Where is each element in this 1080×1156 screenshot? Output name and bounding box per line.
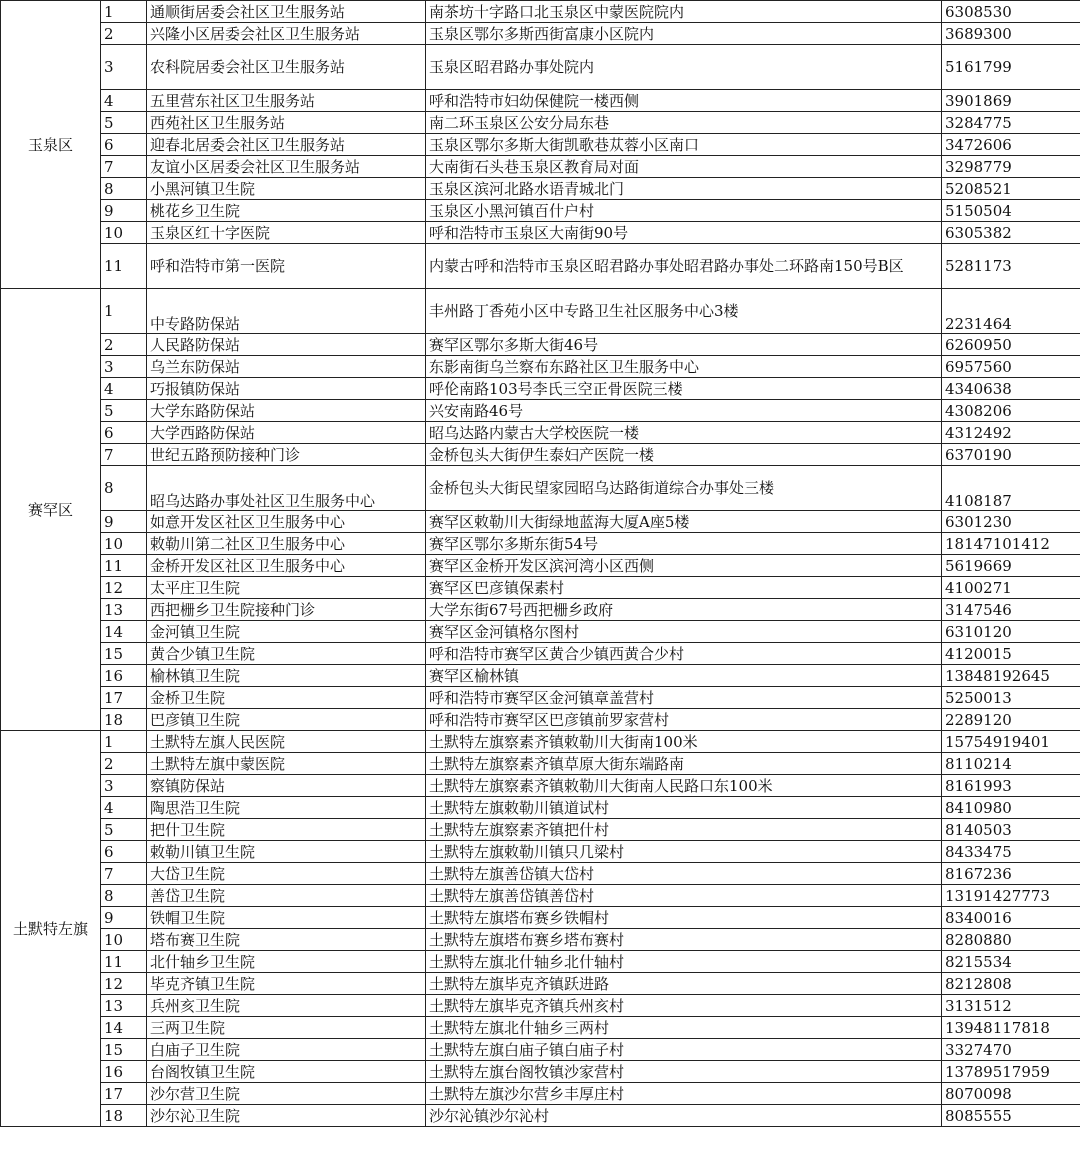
site-address: 土默特左旗沙尔营乡丰厚庄村 (426, 1083, 942, 1105)
site-phone: 3901869 (942, 90, 1080, 112)
site-address: 土默特左旗察素齐镇敕勒川大街南人民路口东100米 (426, 775, 942, 797)
table-row (1, 819, 1080, 841)
site-address: 呼伦南路103号李氏三空正骨医院三楼 (426, 378, 942, 400)
site-phone: 4100271 (942, 577, 1080, 599)
site-name: 友谊小区居委会社区卫生服务站 (147, 156, 426, 178)
site-address: 呼和浩特市赛罕区巴彦镇前罗家营村 (426, 709, 942, 731)
site-name: 巴彦镇卫生院 (147, 709, 426, 731)
row-number: 3 (101, 356, 147, 378)
site-phone: 4308206 (942, 400, 1080, 422)
row-number: 14 (101, 1017, 147, 1039)
row-number: 8 (101, 178, 147, 200)
district-name: 玉泉区 (1, 1, 101, 289)
site-phone: 13848192645 (942, 665, 1080, 687)
row-number: 2 (101, 23, 147, 45)
table-row (1, 841, 1080, 863)
site-phone: 13789517959 (942, 1061, 1080, 1083)
table-row (1, 973, 1080, 995)
site-address: 赛罕区金桥开发区滨河湾小区西侧 (426, 555, 942, 577)
site-name: 世纪五路预防接种门诊 (147, 444, 426, 466)
table-row (1, 577, 1080, 599)
row-number: 1 (101, 731, 147, 753)
site-address: 赛罕区敕勒川大街绿地蓝海大厦A座5楼 (426, 511, 942, 533)
site-name: 五里营东社区卫生服务站 (147, 90, 426, 112)
row-number: 17 (101, 687, 147, 709)
site-name: 人民路防保站 (147, 334, 426, 356)
site-address: 赛罕区巴彦镇保素村 (426, 577, 942, 599)
table-row (1, 797, 1080, 819)
district-name: 赛罕区 (1, 289, 101, 731)
site-phone: 3131512 (942, 995, 1080, 1017)
table-row (1, 356, 1080, 378)
site-phone: 3472606 (942, 134, 1080, 156)
table-row (1, 1017, 1080, 1039)
site-phone: 8212808 (942, 973, 1080, 995)
site-address: 土默特左旗察素齐镇敕勒川大街南100米 (426, 731, 942, 753)
site-phone: 6301230 (942, 511, 1080, 533)
table-row (1, 709, 1080, 731)
site-address: 土默特左旗察素齐镇把什村 (426, 819, 942, 841)
site-address: 土默特左旗敕勒川镇道试村 (426, 797, 942, 819)
site-phone: 5150504 (942, 200, 1080, 222)
site-address: 大南街石头巷玉泉区教育局对面 (426, 156, 942, 178)
site-address: 大学东街67号西把栅乡政府 (426, 599, 942, 621)
table-body (1, 1, 1080, 1127)
site-name: 沙尔沁卫生院 (147, 1105, 426, 1127)
row-number: 5 (101, 400, 147, 422)
site-address: 南二环玉泉区公安分局东巷 (426, 112, 942, 134)
site-phone: 8167236 (942, 863, 1080, 885)
site-name: 乌兰东防保站 (147, 356, 426, 378)
site-address: 土默特左旗善岱镇善岱村 (426, 885, 942, 907)
site-name: 兴隆小区居委会社区卫生服务站 (147, 23, 426, 45)
site-phone: 8085555 (942, 1105, 1080, 1127)
site-name: 毕克齐镇卫生院 (147, 973, 426, 995)
site-address: 土默特左旗善岱镇大岱村 (426, 863, 942, 885)
site-address: 兴安南路46号 (426, 400, 942, 422)
row-number: 10 (101, 533, 147, 555)
site-name: 北什轴乡卫生院 (147, 951, 426, 973)
site-phone: 5619669 (942, 555, 1080, 577)
site-phone: 15754919401 (942, 731, 1080, 753)
row-number: 9 (101, 907, 147, 929)
site-phone: 4340638 (942, 378, 1080, 400)
row-number: 12 (101, 973, 147, 995)
site-phone: 6305382 (942, 222, 1080, 244)
site-phone: 3147546 (942, 599, 1080, 621)
table-row (1, 1039, 1080, 1061)
table-row (1, 244, 1080, 289)
site-name: 沙尔营卫生院 (147, 1083, 426, 1105)
row-number: 14 (101, 621, 147, 643)
site-name: 敕勒川镇卫生院 (147, 841, 426, 863)
row-number: 15 (101, 1039, 147, 1061)
table-row (1, 23, 1080, 45)
site-name: 金桥卫生院 (147, 687, 426, 709)
site-address: 南茶坊十字路口北玉泉区中蒙医院院内 (426, 1, 942, 23)
site-name: 太平庄卫生院 (147, 577, 426, 599)
site-address: 昭乌达路内蒙古大学校医院一楼 (426, 422, 942, 444)
site-name: 小黑河镇卫生院 (147, 178, 426, 200)
table-row (1, 289, 1080, 334)
row-number: 17 (101, 1083, 147, 1105)
table-row (1, 112, 1080, 134)
site-name: 榆林镇卫生院 (147, 665, 426, 687)
table-row (1, 45, 1080, 90)
site-phone: 8280880 (942, 929, 1080, 951)
row-number: 2 (101, 753, 147, 775)
table-row (1, 334, 1080, 356)
site-phone: 2289120 (942, 709, 1080, 731)
site-name: 西苑社区卫生服务站 (147, 112, 426, 134)
site-phone: 5208521 (942, 178, 1080, 200)
row-number: 6 (101, 422, 147, 444)
site-address: 东影南街乌兰察布东路社区卫生服务中心 (426, 356, 942, 378)
site-phone: 8340016 (942, 907, 1080, 929)
table-row (1, 951, 1080, 973)
table-row (1, 929, 1080, 951)
site-address: 赛罕区榆林镇 (426, 665, 942, 687)
site-name: 金河镇卫生院 (147, 621, 426, 643)
site-name: 兵州亥卫生院 (147, 995, 426, 1017)
row-number: 4 (101, 378, 147, 400)
site-address: 土默特左旗察素齐镇草原大街东端路南 (426, 753, 942, 775)
table-row (1, 1061, 1080, 1083)
site-address: 内蒙古呼和浩特市玉泉区昭君路办事处昭君路办事处二环路南150号B区 (426, 244, 942, 289)
row-number: 16 (101, 1061, 147, 1083)
site-name: 大学东路防保站 (147, 400, 426, 422)
site-address: 土默特左旗塔布赛乡铁帽村 (426, 907, 942, 929)
row-number: 7 (101, 863, 147, 885)
row-number: 1 (101, 1, 147, 23)
table-row (1, 134, 1080, 156)
row-number: 3 (101, 45, 147, 90)
table-row (1, 178, 1080, 200)
row-number: 9 (101, 200, 147, 222)
row-number: 5 (101, 112, 147, 134)
table-row (1, 90, 1080, 112)
site-name: 桃花乡卫生院 (147, 200, 426, 222)
site-phone: 8110214 (942, 753, 1080, 775)
row-number: 6 (101, 841, 147, 863)
site-address: 土默特左旗塔布赛乡塔布赛村 (426, 929, 942, 951)
site-name: 昭乌达路办事处社区卫生服务中心 (147, 466, 426, 511)
site-phone: 5250013 (942, 687, 1080, 709)
site-name: 大学西路防保站 (147, 422, 426, 444)
site-name: 陶思浩卫生院 (147, 797, 426, 819)
row-number: 13 (101, 995, 147, 1017)
table-row (1, 885, 1080, 907)
row-number: 16 (101, 665, 147, 687)
site-phone: 8410980 (942, 797, 1080, 819)
site-address: 土默特左旗毕克齐镇兵州亥村 (426, 995, 942, 1017)
site-name: 玉泉区红十字医院 (147, 222, 426, 244)
site-name: 白庙子卫生院 (147, 1039, 426, 1061)
site-name: 通顺街居委会社区卫生服务站 (147, 1, 426, 23)
row-number: 12 (101, 577, 147, 599)
row-number: 9 (101, 511, 147, 533)
site-phone: 4108187 (942, 466, 1080, 511)
row-number: 11 (101, 244, 147, 289)
row-number: 8 (101, 466, 147, 511)
table-row (1, 222, 1080, 244)
site-phone: 8070098 (942, 1083, 1080, 1105)
site-address: 土默特左旗北什轴乡北什轴村 (426, 951, 942, 973)
site-phone: 5281173 (942, 244, 1080, 289)
site-phone: 8433475 (942, 841, 1080, 863)
row-number: 1 (101, 289, 147, 334)
site-address: 呼和浩特市赛罕区黄合少镇西黄合少村 (426, 643, 942, 665)
site-name: 西把栅乡卫生院接种门诊 (147, 599, 426, 621)
row-number: 15 (101, 643, 147, 665)
table-row (1, 511, 1080, 533)
site-address: 呼和浩特市妇幼保健院一楼西侧 (426, 90, 942, 112)
row-number: 8 (101, 885, 147, 907)
table-row (1, 156, 1080, 178)
site-address: 玉泉区鄂尔多斯大街凯歌巷苁蓉小区南口 (426, 134, 942, 156)
site-address: 土默特左旗北什轴乡三两村 (426, 1017, 942, 1039)
site-name: 金桥开发区社区卫生服务中心 (147, 555, 426, 577)
table-row (1, 1, 1080, 23)
table-row (1, 1083, 1080, 1105)
site-name: 农科院居委会社区卫生服务站 (147, 45, 426, 90)
site-address: 玉泉区滨河北路水语青城北门 (426, 178, 942, 200)
site-address: 土默特左旗台阁牧镇沙家营村 (426, 1061, 942, 1083)
row-number: 4 (101, 90, 147, 112)
site-name: 善岱卫生院 (147, 885, 426, 907)
site-address: 土默特左旗毕克齐镇跃进路 (426, 973, 942, 995)
site-phone: 3284775 (942, 112, 1080, 134)
site-address: 呼和浩特市玉泉区大南街90号 (426, 222, 942, 244)
site-phone: 4120015 (942, 643, 1080, 665)
row-number: 18 (101, 709, 147, 731)
site-phone: 8140503 (942, 819, 1080, 841)
site-phone: 18147101412 (942, 533, 1080, 555)
table-row (1, 687, 1080, 709)
site-name: 把什卫生院 (147, 819, 426, 841)
row-number: 11 (101, 555, 147, 577)
site-address: 呼和浩特市赛罕区金河镇章盖营村 (426, 687, 942, 709)
site-name: 察镇防保站 (147, 775, 426, 797)
row-number: 11 (101, 951, 147, 973)
table-row (1, 466, 1080, 511)
table-row (1, 863, 1080, 885)
site-name: 塔布赛卫生院 (147, 929, 426, 951)
site-name: 铁帽卫生院 (147, 907, 426, 929)
table-row (1, 400, 1080, 422)
site-address: 土默特左旗白庙子镇白庙子村 (426, 1039, 942, 1061)
row-number: 7 (101, 444, 147, 466)
site-name: 中专路防保站 (147, 289, 426, 334)
site-address: 沙尔沁镇沙尔沁村 (426, 1105, 942, 1127)
table-row (1, 444, 1080, 466)
row-number: 3 (101, 775, 147, 797)
row-number: 10 (101, 222, 147, 244)
site-phone: 6957560 (942, 356, 1080, 378)
table-row (1, 753, 1080, 775)
site-address: 金桥包头大街伊生泰妇产医院一楼 (426, 444, 942, 466)
site-address: 金桥包头大街民望家园昭乌达路街道综合办事处三楼 (426, 466, 942, 511)
site-phone: 5161799 (942, 45, 1080, 90)
table-row (1, 775, 1080, 797)
site-phone: 13191427773 (942, 885, 1080, 907)
site-name: 大岱卫生院 (147, 863, 426, 885)
site-name: 迎春北居委会社区卫生服务站 (147, 134, 426, 156)
table-row (1, 378, 1080, 400)
table-row (1, 665, 1080, 687)
site-name: 巧报镇防保站 (147, 378, 426, 400)
site-phone: 3689300 (942, 23, 1080, 45)
site-phone: 6310120 (942, 621, 1080, 643)
table-row (1, 643, 1080, 665)
table-row (1, 731, 1080, 753)
site-name: 土默特左旗中蒙医院 (147, 753, 426, 775)
site-phone: 8161993 (942, 775, 1080, 797)
site-name: 土默特左旗人民医院 (147, 731, 426, 753)
site-phone: 6308530 (942, 1, 1080, 23)
row-number: 10 (101, 929, 147, 951)
row-number: 7 (101, 156, 147, 178)
site-name: 敕勒川第二社区卫生服务中心 (147, 533, 426, 555)
table-row (1, 621, 1080, 643)
site-phone: 2231464 (942, 289, 1080, 334)
site-name: 三两卫生院 (147, 1017, 426, 1039)
table-row (1, 995, 1080, 1017)
table-row (1, 555, 1080, 577)
site-address: 玉泉区小黑河镇百什户村 (426, 200, 942, 222)
table-row (1, 599, 1080, 621)
site-address: 丰州路丁香苑小区中专路卫生社区服务中心3楼 (426, 289, 942, 334)
site-name: 台阁牧镇卫生院 (147, 1061, 426, 1083)
row-number: 4 (101, 797, 147, 819)
site-phone: 13948117818 (942, 1017, 1080, 1039)
site-phone: 4312492 (942, 422, 1080, 444)
site-address: 土默特左旗敕勒川镇只几梁村 (426, 841, 942, 863)
district-name: 土默特左旗 (1, 731, 101, 1127)
row-number: 18 (101, 1105, 147, 1127)
table-row (1, 907, 1080, 929)
site-phone: 6370190 (942, 444, 1080, 466)
site-phone: 3327470 (942, 1039, 1080, 1061)
site-address: 玉泉区鄂尔多斯西街富康小区院内 (426, 23, 942, 45)
row-number: 5 (101, 819, 147, 841)
table-row (1, 200, 1080, 222)
site-address: 赛罕区鄂尔多斯东街54号 (426, 533, 942, 555)
site-phone: 6260950 (942, 334, 1080, 356)
site-address: 赛罕区金河镇格尔图村 (426, 621, 942, 643)
site-name: 如意开发区社区卫生服务中心 (147, 511, 426, 533)
site-name: 黄合少镇卫生院 (147, 643, 426, 665)
row-number: 2 (101, 334, 147, 356)
row-number: 6 (101, 134, 147, 156)
table-row (1, 1105, 1080, 1127)
site-address: 玉泉区昭君路办事处院内 (426, 45, 942, 90)
row-number: 13 (101, 599, 147, 621)
site-name: 呼和浩特市第一医院 (147, 244, 426, 289)
site-phone: 3298779 (942, 156, 1080, 178)
site-address: 赛罕区鄂尔多斯大街46号 (426, 334, 942, 356)
table-row (1, 422, 1080, 444)
site-phone: 8215534 (942, 951, 1080, 973)
table-row (1, 533, 1080, 555)
